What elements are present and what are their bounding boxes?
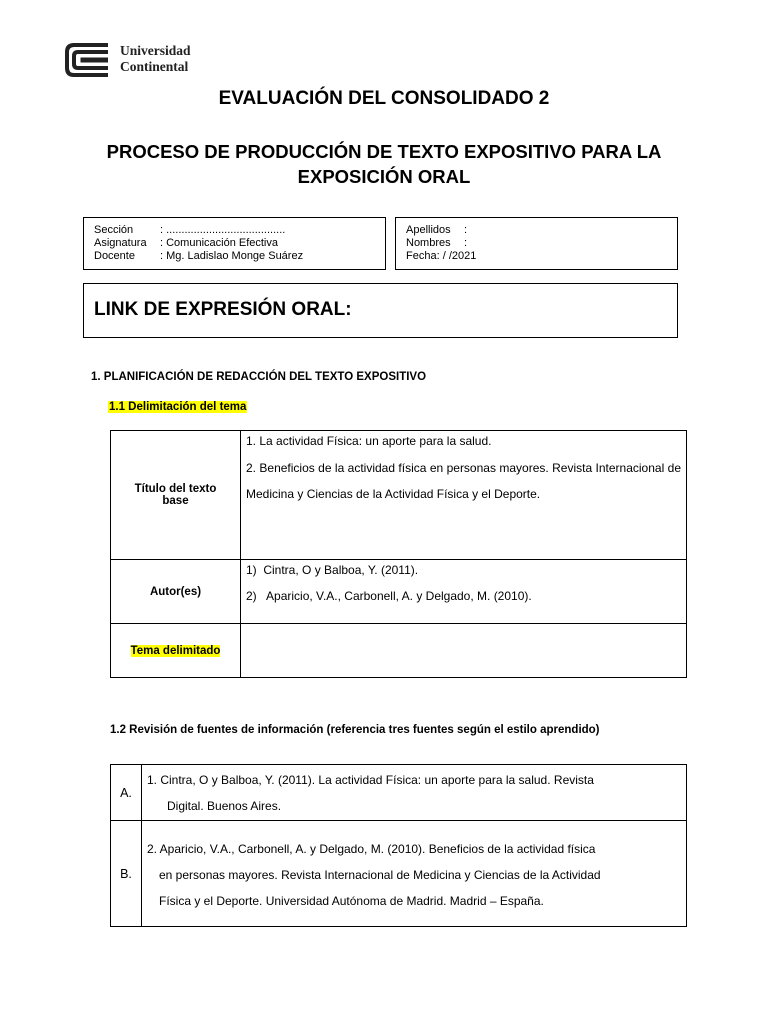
info-value: : Mg. Ladislao Monge Suárez	[160, 250, 304, 262]
info-value: / /2021	[442, 250, 477, 262]
table-row	[111, 765, 687, 821]
info-row-subject	[94, 237, 385, 250]
author-number: 2)	[246, 589, 257, 603]
info-label: Sección	[94, 224, 134, 236]
course-info-box	[83, 217, 386, 270]
link-label: LINK DE EXPRESIÓN ORAL:	[94, 299, 352, 320]
info-row-date	[406, 250, 677, 263]
info-label: Fecha:	[406, 250, 440, 262]
section-heading-1-1: 1.1 Delimitación del tema	[109, 401, 247, 413]
info-label: Nombres	[406, 237, 451, 249]
author-number: 1)	[246, 563, 257, 577]
title-item-1: 1. La actividad Física: un aporte para la salud.	[246, 434, 492, 448]
document-subtitle	[80, 139, 688, 189]
section-heading-1-2: 1.2 Revisión de fuentes de información (referencia tres fuentes según el estilo aprendido)	[110, 724, 600, 736]
logo-line2: Continental	[120, 59, 189, 74]
topic-input[interactable]	[241, 624, 687, 678]
info-value: : .......................................	[160, 224, 286, 236]
info-label: Apellidos	[406, 224, 451, 236]
table-row	[111, 624, 687, 678]
info-label: Asignatura	[94, 237, 147, 249]
subtitle-line1: PROCESO DE PRODUCCIÓN DE TEXTO EXPOSITIVO PARA LA	[106, 141, 662, 162]
info-row-teacher	[94, 250, 385, 263]
sources-table	[110, 764, 687, 927]
row-label-authors: Autor(es)	[111, 560, 241, 624]
info-value: :	[464, 237, 468, 249]
row-value-title	[241, 431, 687, 560]
info-value: : Comunicación Efectiva	[160, 237, 278, 249]
source-label-b: B.	[111, 821, 142, 927]
university-logo	[64, 40, 204, 80]
title-item-2: 2. Beneficios de la actividad física en personas mayores. Revista Internacional de Medicina y Ciencias de la Actividad Física y el Deporte.	[246, 461, 681, 501]
row-label-title: Título del texto base	[111, 431, 241, 560]
section-heading-1: 1. PLANIFICACIÓN DE REDACCIÓN DEL TEXTO EXPOSITIVO	[91, 371, 427, 383]
topic-table	[110, 430, 687, 678]
source-value-b: 2. Aparicio, V.A., Carbonell, A. y Delgado, M. (2010). Beneficios de la actividad física en personas mayores. Revista Internacional de Medicina y Ciencias de la Actividad Física y el Deporte. Universidad Autónoma de Madrid. Madrid – España.	[142, 821, 687, 927]
oral-expression-link-box[interactable]	[83, 283, 678, 338]
topic-label: Tema delimitado	[130, 644, 221, 657]
author-item-1: Cintra, O y Balboa, Y. (2011).	[263, 563, 419, 577]
author-item-2: Aparicio, V.A., Carbonell, A. y Delgado, M. (2010).	[266, 589, 532, 603]
subtitle-line2: EXPOSICIÓN ORAL	[297, 166, 471, 187]
info-row-section	[94, 224, 385, 237]
student-info-box	[395, 217, 678, 270]
table-row	[111, 431, 687, 560]
row-label-topic	[111, 624, 241, 678]
continental-logo-icon	[64, 40, 114, 80]
info-row-names	[406, 237, 677, 250]
document-title: EVALUACIÓN DEL CONSOLIDADO 2	[218, 88, 550, 109]
table-row	[111, 821, 687, 927]
logo-line1: Universidad	[120, 43, 191, 58]
info-value: :	[464, 224, 468, 236]
info-label: Docente	[94, 250, 135, 262]
table-row	[111, 560, 687, 624]
source-value-a: 1. Cintra, O y Balboa, Y. (2011). La actividad Física: un aporte para la salud. Revista Digital. Buenos Aires.	[142, 765, 687, 821]
row-value-authors	[241, 560, 687, 624]
info-row-surname	[406, 224, 677, 237]
source-label-a: A.	[111, 765, 142, 821]
